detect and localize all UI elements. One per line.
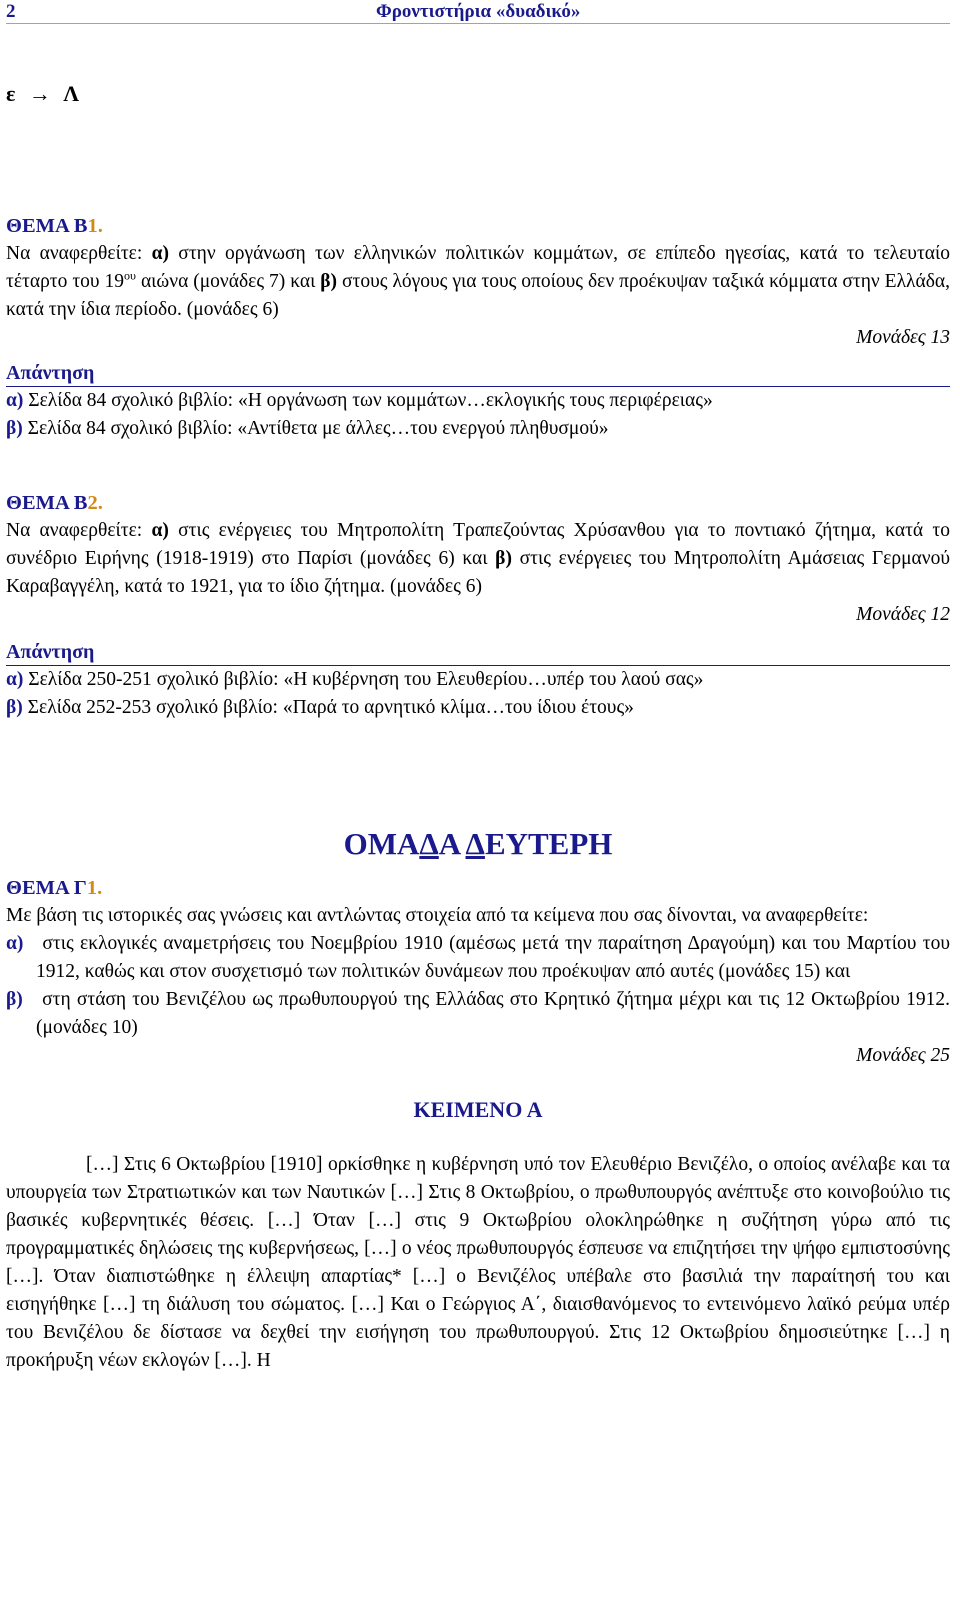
theme-b1-answer-a: α) Σελίδα 84 σχολικό βιβλίο: «Η οργάνωση των κομμάτων…εκλογικής τους περιφέρειας» xyxy=(6,390,713,411)
text-a-title: ΚΕΙΜΕΝΟ Α xyxy=(413,1097,543,1122)
page-number: 2 xyxy=(6,1,16,22)
arrow-right-label: Λ xyxy=(63,81,79,106)
theme-b2-answer-a: α) Σελίδα 250-251 σχολικό βιβλίο: «Η κυβέρνηση του Ελευθερίου…υπέρ του λαού σας» xyxy=(6,669,704,690)
theme-b2-title: ΘΕΜΑ Β2. xyxy=(6,492,103,514)
group-title: ΟΜΑΔΑ ΔΕΥΤΕΡΗ xyxy=(343,826,613,861)
page-header xyxy=(6,0,950,24)
theme-b2-points: Μονάδες 12 xyxy=(856,604,950,625)
arrow-left: ε xyxy=(6,81,16,106)
theme-b1-answer-heading: Απάντηση xyxy=(6,360,950,387)
arrow-right-icon: → xyxy=(28,81,51,106)
theme-b1-title: ΘΕΜΑ Β1. xyxy=(6,215,103,237)
theme-b2-answer-b: β) Σελίδα 252-253 σχολικό βιβλίο: «Παρά το αρνητικό κλίμα…του ίδιου έτους» xyxy=(6,697,634,718)
theme-b2-answer-heading: Απάντηση xyxy=(6,639,950,666)
arrow-line xyxy=(6,79,950,109)
theme-b2-question: Να αναφερθείτε: α) στις ενέργειες του Μητροπολίτη Τραπεζούντας Χρύσανθου για το ποντιακό ζήτημα, κατά το συνέδριο Ειρήνης (1918-1919) στο Παρίσι (μονάδες 6) και β) στις ενέργειες του Μητροπολίτη Αμάσειας Γερμανού Καραβαγγέλη, κατά το 1921, για το ίδιο ζήτημα. (μονάδες 6) xyxy=(6,520,950,597)
theme-g1 xyxy=(6,874,950,1070)
theme-b1-points: Μονάδες 13 xyxy=(856,327,950,348)
text-a-body: […] Στις 6 Οκτωβρίου [1910] ορκίσθηκε η κυβέρνηση υπό τον Ελευθέριο Βενιζέλο, ο οποίος ανέλαβε και τα υπουργεία των Στρατιωτικών και των Ναυτικών […] Στις 8 Οκτωβρίου, ο πρωθυπουργός ανέπτυξε στο κοινοβούλιο τις βασικές κυβερνητικές θέσεις. […] Όταν […] στις 9 Οκτωβρίου ολοκληρώθηκε η συζήτηση γύρω από τις προγραμματικές δηλώσεις της κυβερνήσεως, […] ο νέος πρωθυπουργός έσπευσε να επιζητήσει την ψήφο εμπιστοσύνης […]. Όταν διαπιστώθηκε η έλλειψη απαρτίας* […] ο Βενιζέλος υπέβαλε στο βασιλιά την παραίτησή του και εισηγήθηκε […] τη διάλυση του σώματος. […] Και ο Γεώργιος Α΄, διαισθανόμενος το εντεινόμενο λαϊκό ρεύμα υπέρ του Βενιζέλου δε δίστασε να δεχθεί την εισήγηση του πρωθυπουργού. Στις 12 Οκτωβρίου δημοσιεύτηκε […] η προκήρυξη νέων εκλογών […]. Η xyxy=(6,1154,950,1371)
theme-g1-points: Μονάδες 25 xyxy=(856,1045,950,1066)
theme-b1 xyxy=(6,212,950,443)
theme-b2 xyxy=(6,489,950,722)
theme-b1-question: Να αναφερθείτε: α) στην οργάνωση των ελληνικών πολιτικών κομμάτων, σε επίπεδο ηγεσίας, κατά το τελευταίο τέταρτο του $19^{o\upsilon}$ αιώνα (μονάδες 7) και β) στους λόγους για τους οποίους δεν προέκυψαν ταξικά κόμματα στην Ελλάδα, κατά την ίδια περίοδο. (μονάδες 6) xyxy=(6,243,951,320)
theme-b1-answer-b: β) Σελίδα 84 σχολικό βιβλίο: «Αντίθετα με άλλες…του ενεργού πληθυσμού» xyxy=(6,418,609,439)
theme-g1-item-b: β) στη στάση του Βενιζέλου ως πρωθυπουργού της Ελλάδας στο Κρητικό ζήτημα μέχρι και τις 12 Οκτωβρίου 1912. (μονάδες 10) xyxy=(6,989,950,1038)
theme-g1-item-a: α) στις εκλογικές αναμετρήσεις του Νοεμβρίου 1910 (αμέσως μετά την παραίτηση Δραγούμη) και του Μαρτίου του 1912, καθώς και στον συσχετισμό των πολιτικών δυνάμεων που προέκυψαν από αυτές (μονάδες 15) και xyxy=(6,933,950,982)
theme-g1-intro: Με βάση τις ιστορικές σας γνώσεις και αντλώντας στοιχεία από τα κείμενα που σας δίνονται, να αναφερθείτε: xyxy=(6,905,869,926)
header-title: Φροντιστήρια «δυαδικό» xyxy=(376,1,581,22)
theme-g1-title: ΘΕΜΑ Γ1. xyxy=(6,877,103,899)
